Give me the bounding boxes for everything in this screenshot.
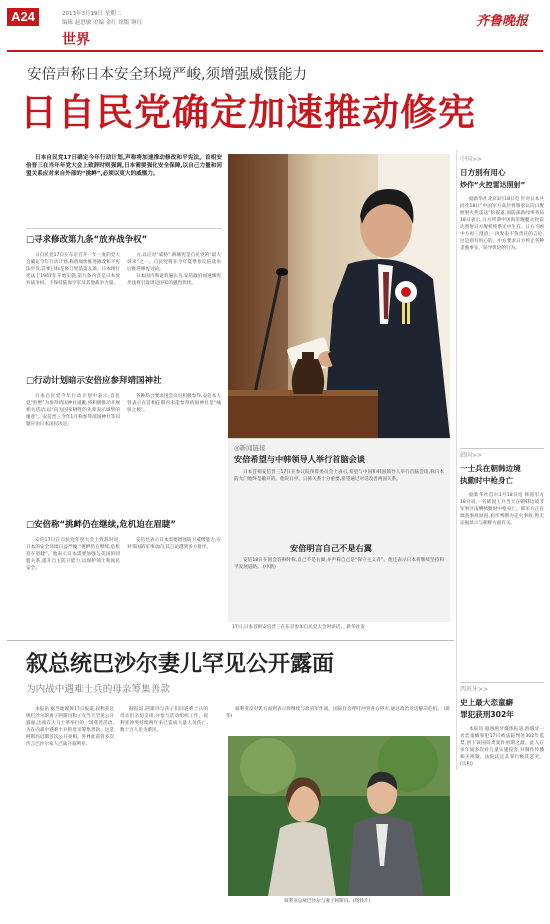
syria-headline: 叙总统巴沙尔妻儿罕见公开露面 <box>26 652 335 677</box>
korea-body <box>460 492 544 678</box>
news-link-title-1: 安倍希望与中韩领导人举行首脑会谈 <box>234 454 366 464</box>
lead-kicker: 安倍声称日本安全环境严峻,须增强威慑能力 <box>27 67 308 83</box>
subhead-constitution: □寻求修改第九条“放弃战争权” <box>26 235 148 245</box>
abe-speech-photo <box>228 154 450 438</box>
body-text: 日本自民党今年行动计划中表示,自民党“拒绝”为参拜靖国神社道歉,将积极推动开展相关活动,以“向为国家牺牲的先辈表示诚挚的谢意”。安倍晋三今年1月称参拜靖国神社等问题应由日本国民决定。 <box>26 394 120 427</box>
china-kicker: 中国>> <box>460 156 483 163</box>
body-text: 日本国内舆论普遍认为,安倍政府加速修宪步伐将引发周边国家的强烈担忧。 <box>127 274 221 286</box>
lead-headline: 日自民党确定加速推动修宪 <box>20 91 476 134</box>
masthead-rule <box>7 50 543 52</box>
subhead-provocation: □安倍称“挑衅仍在继续,危机迫在眉睫” <box>26 520 176 530</box>
page-number: A24 <box>11 9 35 24</box>
assad-family-photo <box>228 736 450 896</box>
abe-photo-illustration <box>228 154 450 438</box>
subhead-yasukuni: □行动计划暗示安倍应参拜靖国神社 <box>26 376 162 386</box>
sidebar-rule-2 <box>460 682 544 683</box>
issue-date: 2013年3月19日 星期二 <box>62 11 122 17</box>
syria-section-rule <box>7 640 454 641</box>
body-text: 本报讯 据西班牙媒体报道,西班牙一名恋童癖罪犯17日被法院判处302年监禁,创下该国同类案件刑期之最。此人在多年间多次对儿童实施侵害,并制作传播相关视频。法院认定其罪行极其恶劣。 (宗和) <box>460 727 544 767</box>
divider <box>26 228 222 229</box>
korea-kicker: 韩国>> <box>460 452 483 459</box>
sidebar-divider <box>456 150 457 770</box>
section-title: 世界 <box>62 32 90 48</box>
korea-head-2: 执勤时中枪身亡 <box>460 476 514 485</box>
spain-head-2: 罪犯获刑302年 <box>460 710 514 719</box>
body-text: 各种场合要求国会议员积极参拜,安倍本人曾表示在首相任期内未能参拜靖国神社是“痛恨之极”。 <box>127 394 221 413</box>
lead-standfirst <box>26 154 222 224</box>
spain-body <box>460 726 544 918</box>
body-text: 安倍17日在自民党年度大会上致辞时说,日本的安全环境日益严峻,“挑衅仍在继续,危机迫在眉睫”。他表示日本需要加强与美国的同盟关系,提升自主防卫能力,以保护领土和国民安全。 <box>26 538 120 571</box>
news-link-title-2: 安倍明言自己不是右翼 <box>290 543 372 553</box>
spain-kicker: 西班牙>> <box>460 686 489 693</box>
sidebar-rule-1 <box>460 448 544 449</box>
assad-photo-illustration <box>228 736 450 896</box>
body-col-a1 <box>26 252 120 352</box>
china-head-1: 日方别有用心 <box>460 168 506 177</box>
body-text: 力,以应对“威胁”,称修宪是自民党的“最大诉求”之一。自民党将在今年夏季参议院选举后推进修宪讨论。 <box>127 253 221 272</box>
syria-col-1 <box>26 706 114 916</box>
syria-col-3 <box>226 706 450 734</box>
editors: 编辑 赵思敏 美编 金红 组版 继红 <box>62 20 143 26</box>
news-link-box <box>228 438 450 622</box>
spain-head-1: 史上最大恋童癖 <box>460 698 514 707</box>
news-link-body-1 <box>234 469 444 541</box>
body-text: 日自民党17日在东京召开一年一度的党大会确定今年行动计划,称将加快推进修改和平宪法步伐,首要目标是修订宪法第九条。日本现行宪法于1947年开始实施,第九条内容是日本放弃战争权、不保持陆海空军及其他战争力量。 <box>26 253 120 286</box>
syria-col-2 <box>120 706 208 916</box>
body-text: 安倍18日在国会答辩时称,自己不是右翼,并声称自己是“保守主义者”。他还表示日本将继续坚持和平发展道路。 (中新) <box>234 558 444 570</box>
news-link-label: ◎新闻链接 <box>234 444 266 452</box>
korea-head-1: 一士兵在朝韩边境 <box>460 464 521 473</box>
body-text: 安倍还表示日本需要增强防卫威慑能力,应对邻国的军事动向,其言论遭到多方批评。 <box>127 538 221 550</box>
lead-photo-caption: 17日,日本首相安倍晋三在东京参加自民党大会时讲话。 新华社发 <box>232 625 365 630</box>
body-col-a2 <box>26 393 120 503</box>
body-text: 叙利亚反对派方面则表示将继续与政府军作战。国际社会呼吁冲突各方停火,通过政治对话解决危机。 (新华) <box>226 707 450 719</box>
china-head-2: 炒作“火控雷达照射” <box>460 181 526 189</box>
assad-photo-caption: 叙利亚总统巴沙尔与妻子阿斯玛。(资料片) <box>284 899 371 904</box>
china-body <box>460 196 544 422</box>
body-col-b3 <box>127 537 221 637</box>
body-col-b1 <box>127 252 221 352</box>
body-text: 据报道,阿斯玛与孩子们同遇难士兵的母亲们亲切交谈,并参与活动组织工作。叙利亚冲突持续两年来已造成大量人员伤亡,数十万人沦为难民。 <box>120 707 208 733</box>
body-text: 据新华社首尔3月18日电 韩国军方18日说,一名韩国士兵当天在朝韩边境非军事区南侧执勤时中枪身亡。韩军方正在调查事故原因,初步判断为走火事故,暂无证据显示与朝鲜方面有关。 <box>460 493 544 526</box>
syria-subhead: 为内战中遇难士兵的母亲筹集善款 <box>26 684 170 695</box>
newspaper-logo: 齐鲁晚报 <box>476 14 529 29</box>
standfirst-text: 日本自民党17日确定今年行动计划,声称将加速推动修改和平宪法。首相安倍晋三在当年年党大会上致辞时则强调,日本需要强化安全保障,以自己力量和同盟关系应对来自外部的“挑衅”,必须以更大的威慑力。 <box>26 155 222 177</box>
body-col-a3 <box>26 537 120 637</box>
news-link-body-2 <box>234 557 444 613</box>
body-text: 据新华社北京3月18日电 针对日本共同社18日“中国军方高层将领承认向日舰照射火控雷达”的报道,国防部新闻事务局18日表示,日方所谓中国海军舰艇火控雷达照射日方舰机纯系无中生有。日方不顾中方再三澄清,一再发表不负责任的言论,这是别有用心的。中方要求日方停止各种歪曲事实、误导舆论的行为。 <box>460 197 544 251</box>
masthead <box>0 0 550 58</box>
body-text: 日本首相安倍晋三17日在参议院预算委员会上表示,希望与中国和韩国领导人举行首脑会谈,称日本的大门始终是敞开的。他说日中、日韩关系十分重要,希望通过对话改善两国关系。 <box>234 470 444 482</box>
body-text: 本报讯 据当地媒体17日报道,叙利亚总统巴沙尔的妻子阿斯玛和子女当天罕见公开露面,出席在大马士革举行的一场慈善活动,为在内战中遇难士兵的母亲筹集善款。这是阿斯玛近期首次公开亮相。外界此前曾多次传言巴沙尔家人已离开叙利亚。 <box>26 707 114 747</box>
body-col-b2 <box>127 393 221 503</box>
